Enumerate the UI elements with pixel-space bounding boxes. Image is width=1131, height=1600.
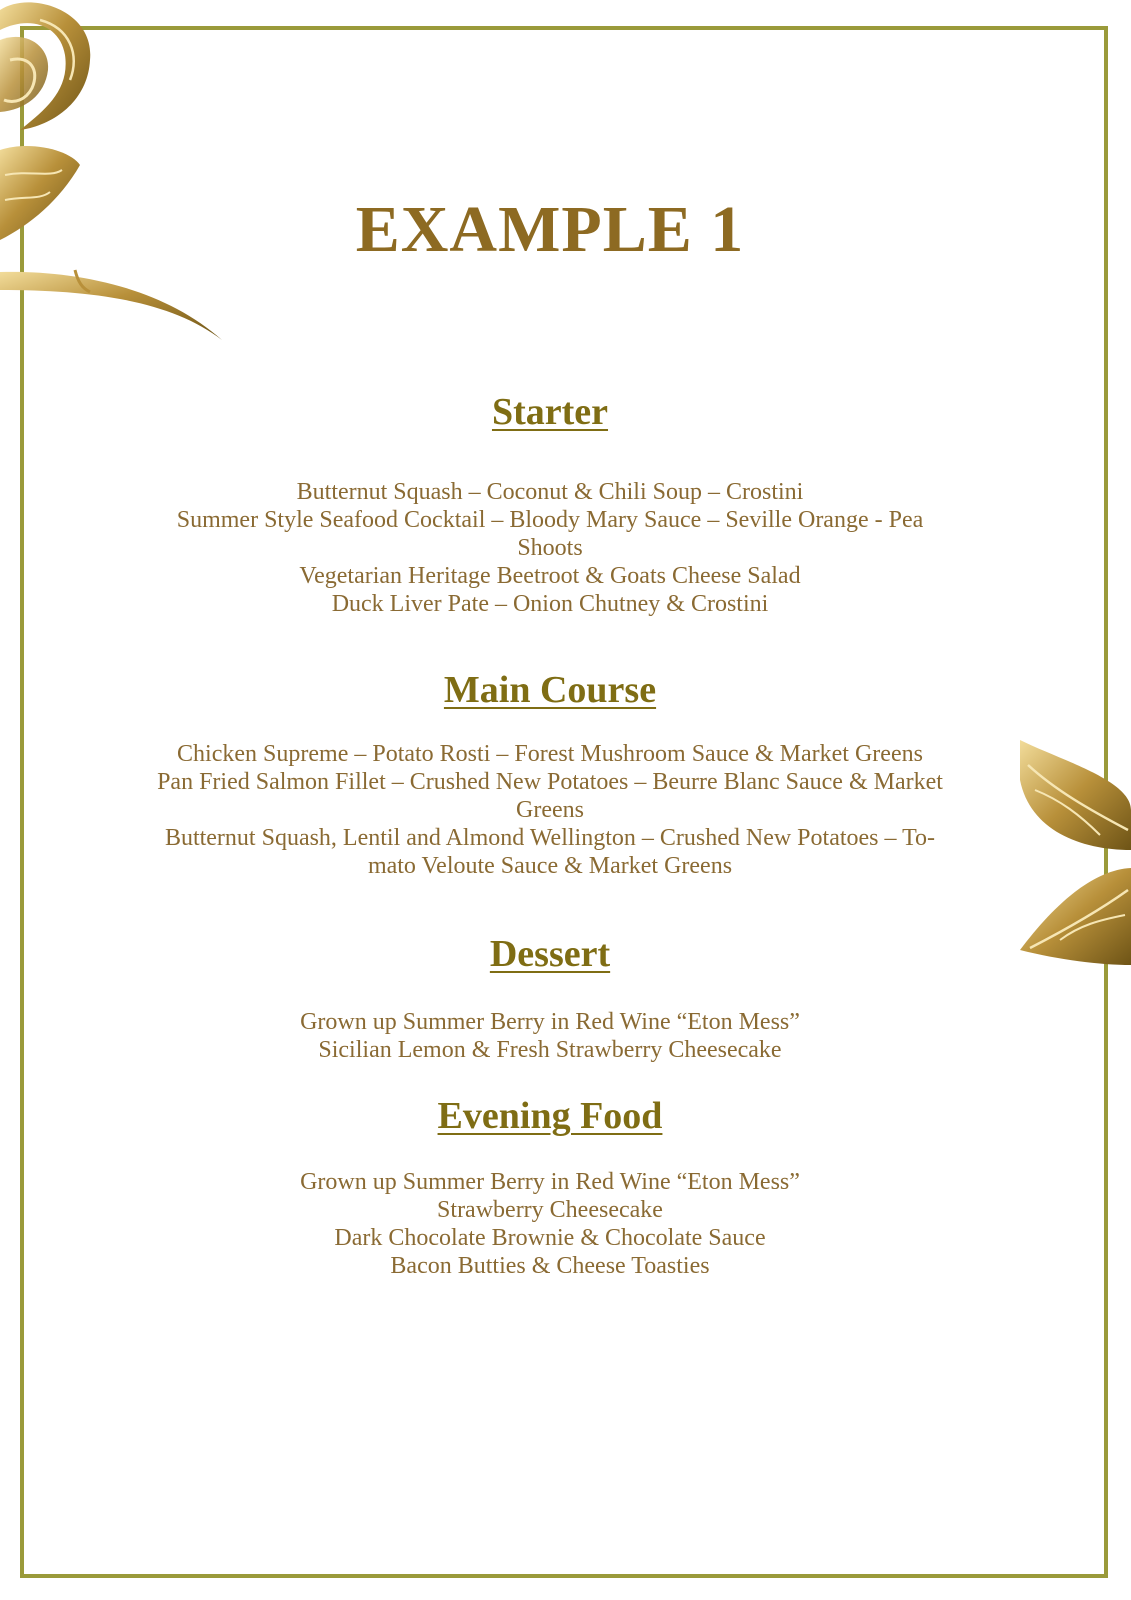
menu-item: Vegetarian Heritage Beetroot & Goats Cheese Salad bbox=[299, 563, 801, 589]
section-evening-food bbox=[110, 1094, 990, 1280]
section-main-course bbox=[110, 668, 990, 880]
menu-item-list bbox=[110, 1168, 990, 1280]
menu-item: Greens bbox=[516, 797, 584, 823]
section-dessert bbox=[110, 932, 990, 1064]
menu-item: Butternut Squash – Coconut & Chili Soup – Crostini bbox=[296, 479, 804, 505]
menu-item-list bbox=[110, 1008, 990, 1064]
section-heading: Main Course bbox=[443, 669, 657, 711]
menu-item-list bbox=[110, 478, 990, 618]
menu-item: Butternut Squash, Lentil and Almond Wellington – Crushed New Potatoes – To- bbox=[164, 825, 936, 851]
menu-item: Grown up Summer Berry in Red Wine “Eton Mess” bbox=[300, 1009, 800, 1035]
menu-item: Dark Chocolate Brownie & Chocolate Sauce bbox=[334, 1225, 766, 1251]
menu-item: Bacon Butties & Cheese Toasties bbox=[390, 1253, 710, 1279]
menu-item: Grown up Summer Berry in Red Wine “Eton Mess” bbox=[300, 1169, 800, 1195]
menu-item: Shoots bbox=[517, 535, 583, 561]
section-heading: Starter bbox=[491, 391, 609, 433]
menu-item: Chicken Supreme – Potato Rosti – Forest Mushroom Sauce & Market Greens bbox=[177, 741, 923, 767]
menu-item: mato Veloute Sauce & Market Greens bbox=[367, 853, 733, 879]
section-heading: Dessert bbox=[489, 933, 611, 975]
menu-item: Duck Liver Pate – Onion Chutney & Crostini bbox=[331, 591, 769, 617]
menu-item: Strawberry Cheesecake bbox=[437, 1197, 663, 1223]
menu-title: EXAMPLE 1 bbox=[355, 193, 745, 266]
section-heading: Evening Food bbox=[437, 1095, 663, 1137]
section-starter bbox=[110, 390, 990, 618]
menu-item: Pan Fried Salmon Fillet – Crushed New Potatoes – Beurre Blanc Sauce & Market bbox=[157, 769, 943, 795]
menu-item: Sicilian Lemon & Fresh Strawberry Cheesecake bbox=[318, 1037, 782, 1063]
menu-item: Summer Style Seafood Cocktail – Bloody Mary Sauce – Seville Orange - Pea bbox=[176, 507, 924, 533]
menu-item-list bbox=[110, 740, 990, 880]
